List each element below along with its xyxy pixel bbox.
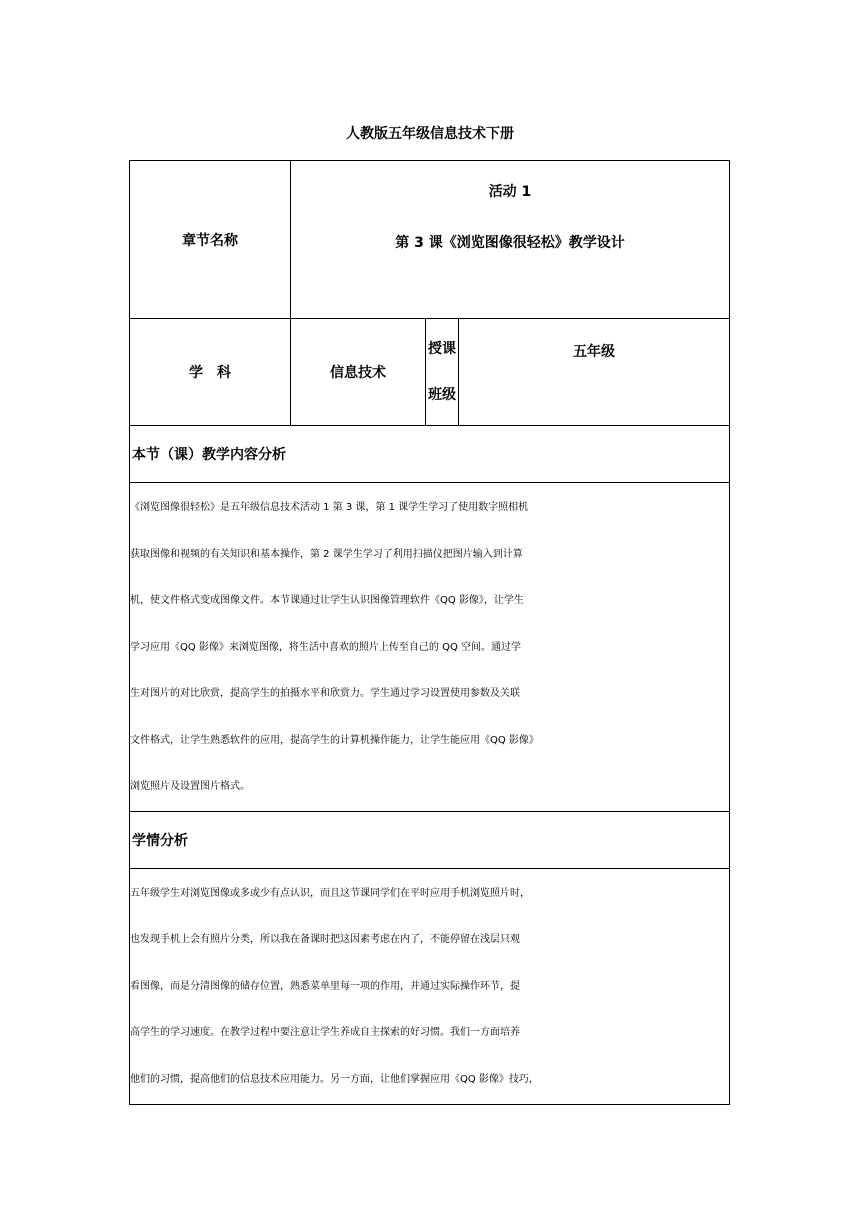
paragraph-line: 浏览照片及设置图片格式。 [130,781,250,792]
paragraph-line: 看图像，而是分清图像的储存位置，熟悉菜单里每一项的作用，并通过实际操作环节，提 [130,980,520,992]
paragraph-line: 获取图像和视频的有关知识和基本操作，第 2 课学生学习了利用扫描仪把图片输入到计算 [130,548,523,560]
content-analysis-body-row [130,483,730,812]
paragraph-line: 学习应用《QQ 影像》来浏览图像，将生活中喜欢的照片上传至自己的 QQ 空间。通过学 [130,641,522,653]
student-analysis-heading-row [130,811,730,868]
student-analysis-text [130,868,730,1104]
chapter-label: 章节名称 [130,161,291,319]
chapter-value-cell [291,161,730,319]
class-label-line2: 班级 [428,387,456,403]
paragraph-line: 《浏览图像很轻松》是五年级信息技术活动 1 第 3 课，第 1 课学生学习了使用数字照相机 [130,502,529,513]
paragraph-line: 高学生的学习速度。在教学过程中要注意让学生养成自主探索的好习惯。我们一方面培养 [130,1027,520,1038]
content-analysis-heading: 本节（课）教学内容分析 [130,426,730,483]
activity-label: 活动 1 [488,184,532,200]
content-analysis-text [130,483,730,812]
subject-label: 学 科 [130,319,291,426]
content-analysis-heading-row [130,426,730,483]
lesson-title: 第 3 课《浏览图像很轻松》教学设计 [395,235,625,251]
class-label [426,319,459,426]
subject-row [130,319,730,426]
chapter-row [130,161,730,319]
class-value: 五年级 [459,319,730,426]
paragraph-line: 也发现手机上会有照片分类，所以我在备课时把这因素考虑在内了，不能停留在浅层只观 [130,934,520,945]
subject-value: 信息技术 [291,319,426,426]
class-label-line1: 授课 [428,341,456,357]
document-title: 人教版五年级信息技术下册 [346,126,514,142]
student-analysis-body-row [130,868,730,1104]
paragraph-line: 生对图片的对比欣赏，提高学生的拍摄水平和欣赏力。学生通过学习设置使用参数及关联 [130,688,520,699]
paragraph-line: 文件格式，让学生熟悉软件的应用，提高学生的计算机操作能力，让学生能应用《QQ 影像》 [130,734,539,746]
paragraph-line: 机，使文件格式变成图像文件。本节课通过让学生认识图像管理软件《QQ 影像》，让学生 [130,595,524,606]
student-analysis-heading: 学情分析 [130,811,730,868]
lesson-design-table [129,160,730,1105]
paragraph-line: 五年级学生对浏览图像或多或少有点认识，而且这节课同学们在平时应用手机浏览照片时， [130,887,530,899]
paragraph-line: 他们的习惯，提高他们的信息技术应用能力。另一方面，让他们掌握应用《QQ 影像》技巧， [130,1073,539,1085]
